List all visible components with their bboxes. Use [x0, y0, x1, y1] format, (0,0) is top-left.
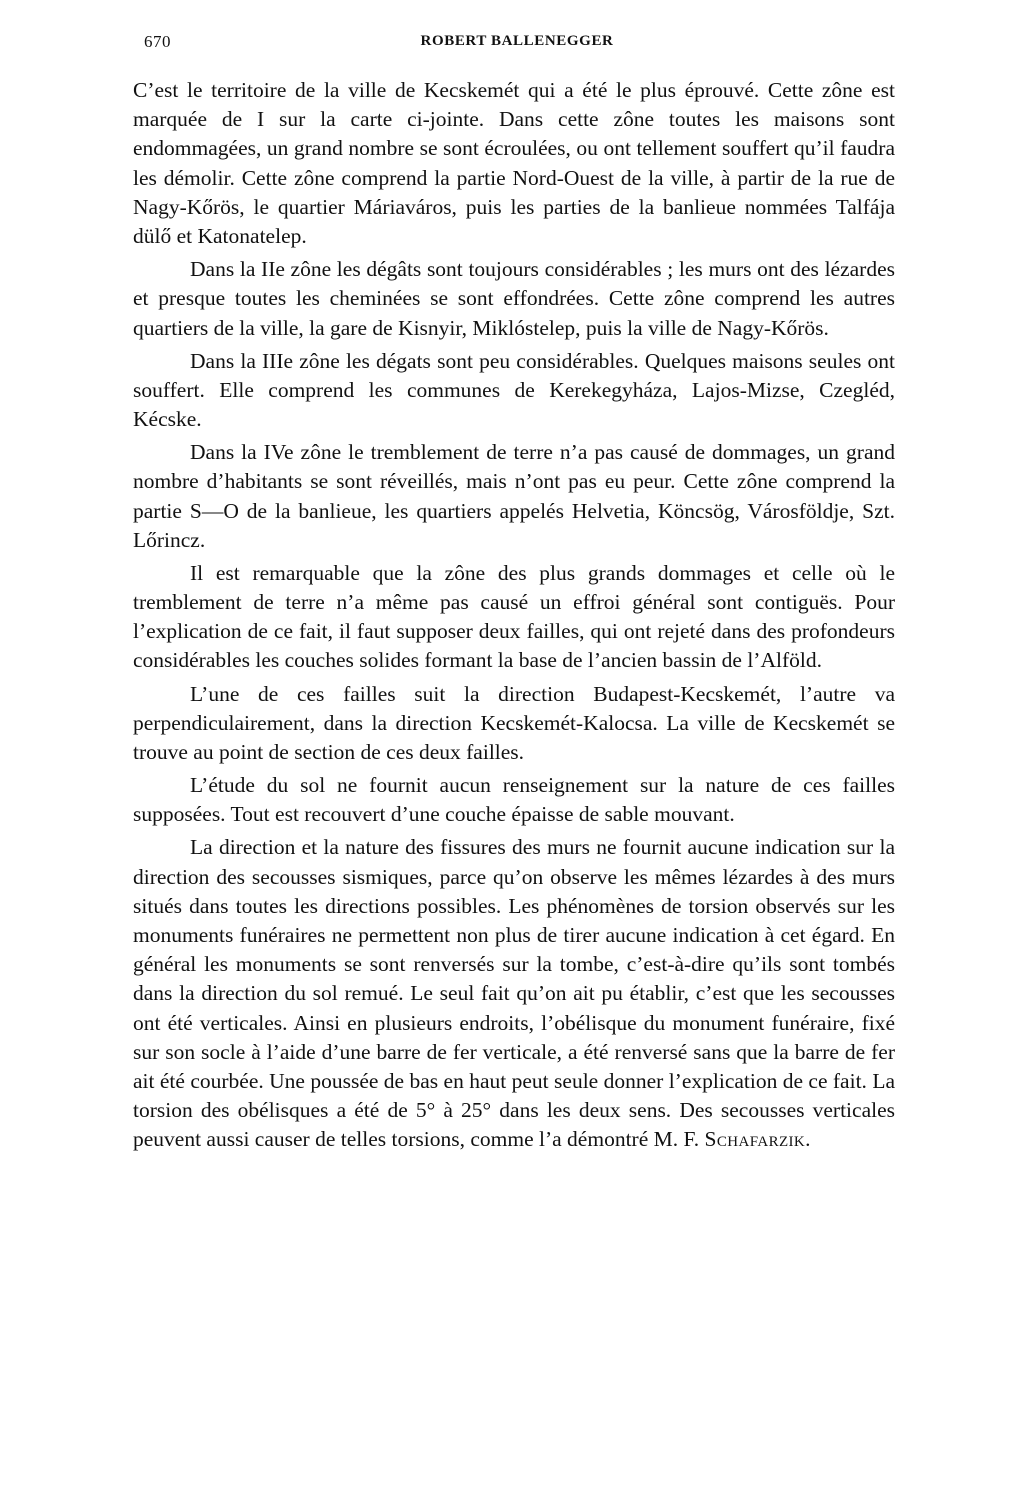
paragraph-remarkable: Il est remarquable que la zône des plus grands dommages et celle où le tremblement de terre n’a même pas causé un effroi général sont contiguës. Pour l’explication de ce fait, il faut supposer deux failles, qui ont rejeté dans des profondeurs considérables les couches solides formant la base de l’ancien bassin de l’Alföld.	[133, 560, 895, 673]
paragraph-soil-study: L’étude du sol ne fournit aucun renseignement sur la nature de ces failles supposées. Tout est recouvert d’une couche épaisse de sable mouvant.	[133, 773, 895, 827]
body-text	[133, 76, 895, 1158]
paragraph-fissures	[133, 833, 895, 1154]
author-citation: Schafarzik	[704, 1127, 806, 1152]
running-head: ROBERT BALLENEGGER	[420, 33, 614, 49]
page-number: 670	[144, 32, 171, 51]
paragraph-fissures-text: La direction et la nature des fissures des murs ne fournit aucune indication sur la direction des secousses sismiques, parce qu’on observe les mêmes lézardes à des murs situés dans toutes les directions possibles. Les phénomènes de torsion observés sur les monuments funéraires ne permettent non plus de tirer aucune indication à cet égard. En général les monuments se sont renversés sur la tombe, c’est-à-dire qu’ils sont tombés dans la direction du sol remué. Le seul fait qu’on ait pu établir, c’est que les secousses ont été verticales. Ainsi en plusieurs endroits, l’obélisque du monument funéraire, fixé sur son socle à l’aide d’une barre de fer verticale, a été renversé sans que la barre de fer ait été courbée. Une poussée de bas en haut peut seule donner l’explication de ce fait. La torsion des obélisques a été de 5° à 25° dans les deux sens. Des secousses verticales peuvent aussi causer de telles torsions, comme l’a démontré M. F.	[133, 835, 895, 1152]
paragraph-zone-four: Dans la IVe zône le tremblement de terre n’a pas causé de dommages, un grand nombre d’habitants se sont réveillés, mais n’ont pas eu peur. Cette zône comprend la partie S—O de la banlieue, les quartiers appelés Helvetia, Köncsög, Városföldje, Szt. Lőrincz.	[133, 440, 895, 552]
citation-period: .	[805, 1127, 811, 1152]
paragraph-zone-three: Dans la IIIe zône les dégats sont peu considérables. Quelques maisons seules ont souffert. Elle comprend les communes de Kerekegyháza, Lajos-Mizse, Czegléd, Kécske.	[133, 348, 895, 432]
page-header	[138, 32, 896, 56]
paragraph-zone-two: Dans la IIe zône les dégâts sont toujours considérables ; les murs ont des lézardes et presque toutes les cheminées se sont effondrées. Cette zône comprend les autres quartiers de la ville, la gare de Kisnyir, Miklóstelep, puis la ville de Nagy-Kőrös.	[133, 257, 895, 340]
paragraph-zone-one: C’est le territoire de la ville de Kecskemét qui a été le plus éprouvé. Cette zône est marquée de I sur la carte ci-jointe. Dans cette zône toutes les maisons sont endommagées, un grand nombre se sont écroulées, ou ont tellement souffert qu’il faudra les démolir. Cette zône comprend la partie Nord-Ouest de la ville, à partir de la rue de Nagy-Kőrös, le quartier Máriaváros, puis les parties de la banlieue nommées Talfája dülő et Katonatelep.	[133, 78, 895, 249]
paragraph-faults-direction: L’une de ces failles suit la direction Budapest-Kecskemét, l’autre va perpendiculairement, dans la direction Kecskemét-Kalocsa. La ville de Kecskemét se trouve au point de section de ces deux failles.	[133, 681, 895, 764]
